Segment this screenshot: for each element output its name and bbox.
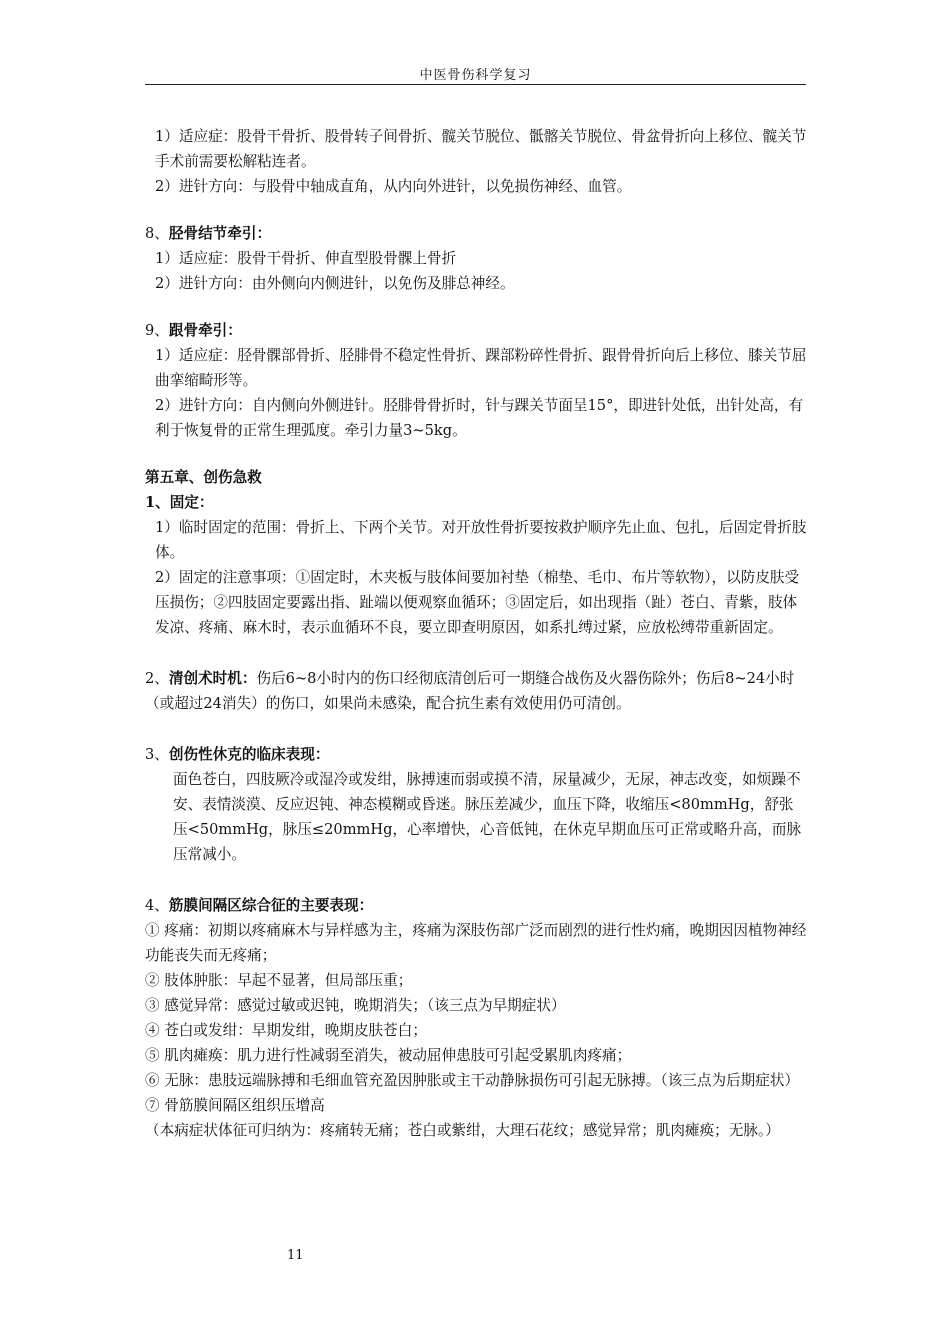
page-header-title: 中医骨伤科学复习 (419, 68, 532, 83)
sec8-number: 8、 (145, 225, 169, 242)
chapter5-s4-list (145, 918, 807, 1118)
sec7-indication: 1）适应症：股骨干骨折、股骨转子间骨折、髋关节脱位、骶髂关节脱位、骨盆骨折向上移位、髋关节手术前需要松解粘连者。 (155, 128, 807, 170)
sec9-title: 跟骨牵引： (168, 322, 242, 339)
chapter5-s4-heading (145, 893, 807, 918)
list-item: ② 肢体肿胀：早起不显著，但局部压重； (145, 972, 413, 989)
header-divider (145, 84, 806, 85)
chapter5-s3-heading (145, 742, 807, 767)
sec9-indication: 1）适应症：胫骨髁部骨折、胫腓骨不稳定性骨折、踝部粉碎性骨折、跟骨骨折向后上移位、膝关节屈曲挛缩畸形等。 (155, 347, 807, 389)
document-body (145, 124, 807, 1143)
chapter5-s4-summary: （本病症状体征可归纳为：疼痛转无痛；苍白或紫绀，大理石花纹；感觉异常；肌肉瘫痪；无脉。） (145, 1122, 780, 1139)
sec9-heading (145, 318, 807, 343)
list-item: ⑦ 骨筋膜间隔区组织压增高 (145, 1097, 325, 1114)
chapter5-s1-precautions: 2）固定的注意事项：①固定时，木夹板与肢体间要加衬垫（棉垫、毛巾、布片等软物），以防皮肤受压损伤；②四肢固定要露出指、趾端以便观察血循环；③固定后，如出现指（趾）苍白、青紫，肢体发凉、疼痛、麻木时，表示血循环不良，要立即查明原因，如系扎缚过紧，应放松缚带重新固定。 (155, 569, 800, 636)
list-item: ① 疼痛：初期以疼痛麻木与异样感为主，疼痛为深肢伤部广泛而剧烈的进行性灼痛，晚期因因植物神经功能丧失而无疼痛； (145, 922, 807, 964)
sec8-heading (145, 221, 807, 246)
page-number: 11 (287, 1248, 304, 1263)
list-item: ⑤ 肌肉瘫痪：肌力进行性减弱至消失，被动屈伸患肢可引起受累肌肉疼痛； (145, 1047, 632, 1064)
chapter5-s2-number: 2、 (145, 670, 169, 687)
sec8-needle-direction: 2）进针方向：由外侧向内侧进针，以免伤及腓总神经。 (155, 275, 515, 292)
sec8-title: 胫骨结节牵引： (168, 225, 272, 242)
chapter5-s4-number: 4、 (145, 897, 169, 914)
sec9-needle-direction: 2）进针方向：自内侧向外侧进针。胫腓骨骨折时，针与踝关节面呈15°，即进针处低，出针处高，有利于恢复骨的正常生理弧度。牵引力量3~5kg。 (155, 397, 804, 439)
chapter5-s1-scope: 1）临时固定的范围：骨折上、下两个关节。对开放性骨折要按救护顺序先止血、包扎，后固定骨折肢体。 (155, 519, 807, 561)
list-item: ⑥ 无脉：患肢远端脉搏和毛细血管充盈因肿胀或主干动静脉损伤可引起无脉搏。（该三点为后期症状） (145, 1072, 800, 1089)
chapter5-s3-number: 3、 (145, 746, 169, 763)
chapter5-s2-title: 清创术时机： (168, 670, 257, 687)
chapter5-s3-text: 面色苍白，四肢厥冷或湿冷或发绀，脉搏速而弱或摸不清，尿量减少，无尿，神志改变，如烦躁不安、表情淡漠、反应迟钝、神态模糊或昏迷。脉压差减少，血压下降，收缩压<80mmHg，舒张压<50mmHg，脉压≤20mmHg，心率增快，心音低钝，在休克早期血压可正常或略升高，而脉压常减小。 (173, 771, 802, 863)
sec7-needle-direction: 2）进针方向：与股骨中轴成直角，从内向外进针，以免损伤神经、血管。 (155, 178, 632, 195)
sec8-indication: 1）适应症：股骨干骨折、伸直型股骨髁上骨折 (155, 250, 457, 267)
chapter5-s1-title: 1、固定： (145, 494, 214, 511)
chapter5-title: 第五章、创伤急救 (145, 469, 262, 486)
chapter5-s2-text: 伤后6~8小时内的伤口经彻底清创后可一期缝合战伤及火器伤除外；伤后8~24小时（或超过24消失）的伤口，如果尚未感染，配合抗生素有效使用仍可清创。 (145, 670, 795, 712)
sec9-number: 9、 (145, 322, 169, 339)
chapter5-s4-title: 筋膜间隔区综合征的主要表现： (168, 897, 374, 914)
list-item: ④ 苍白或发绀：早期发绀，晚期皮肤苍白； (145, 1022, 427, 1039)
chapter5-s2 (145, 666, 807, 716)
chapter5-s3-title: 创伤性休克的临床表现： (168, 746, 330, 763)
list-item: ③ 感觉异常：感觉过敏或迟钝，晚期消失；（该三点为早期症状） (145, 997, 566, 1014)
